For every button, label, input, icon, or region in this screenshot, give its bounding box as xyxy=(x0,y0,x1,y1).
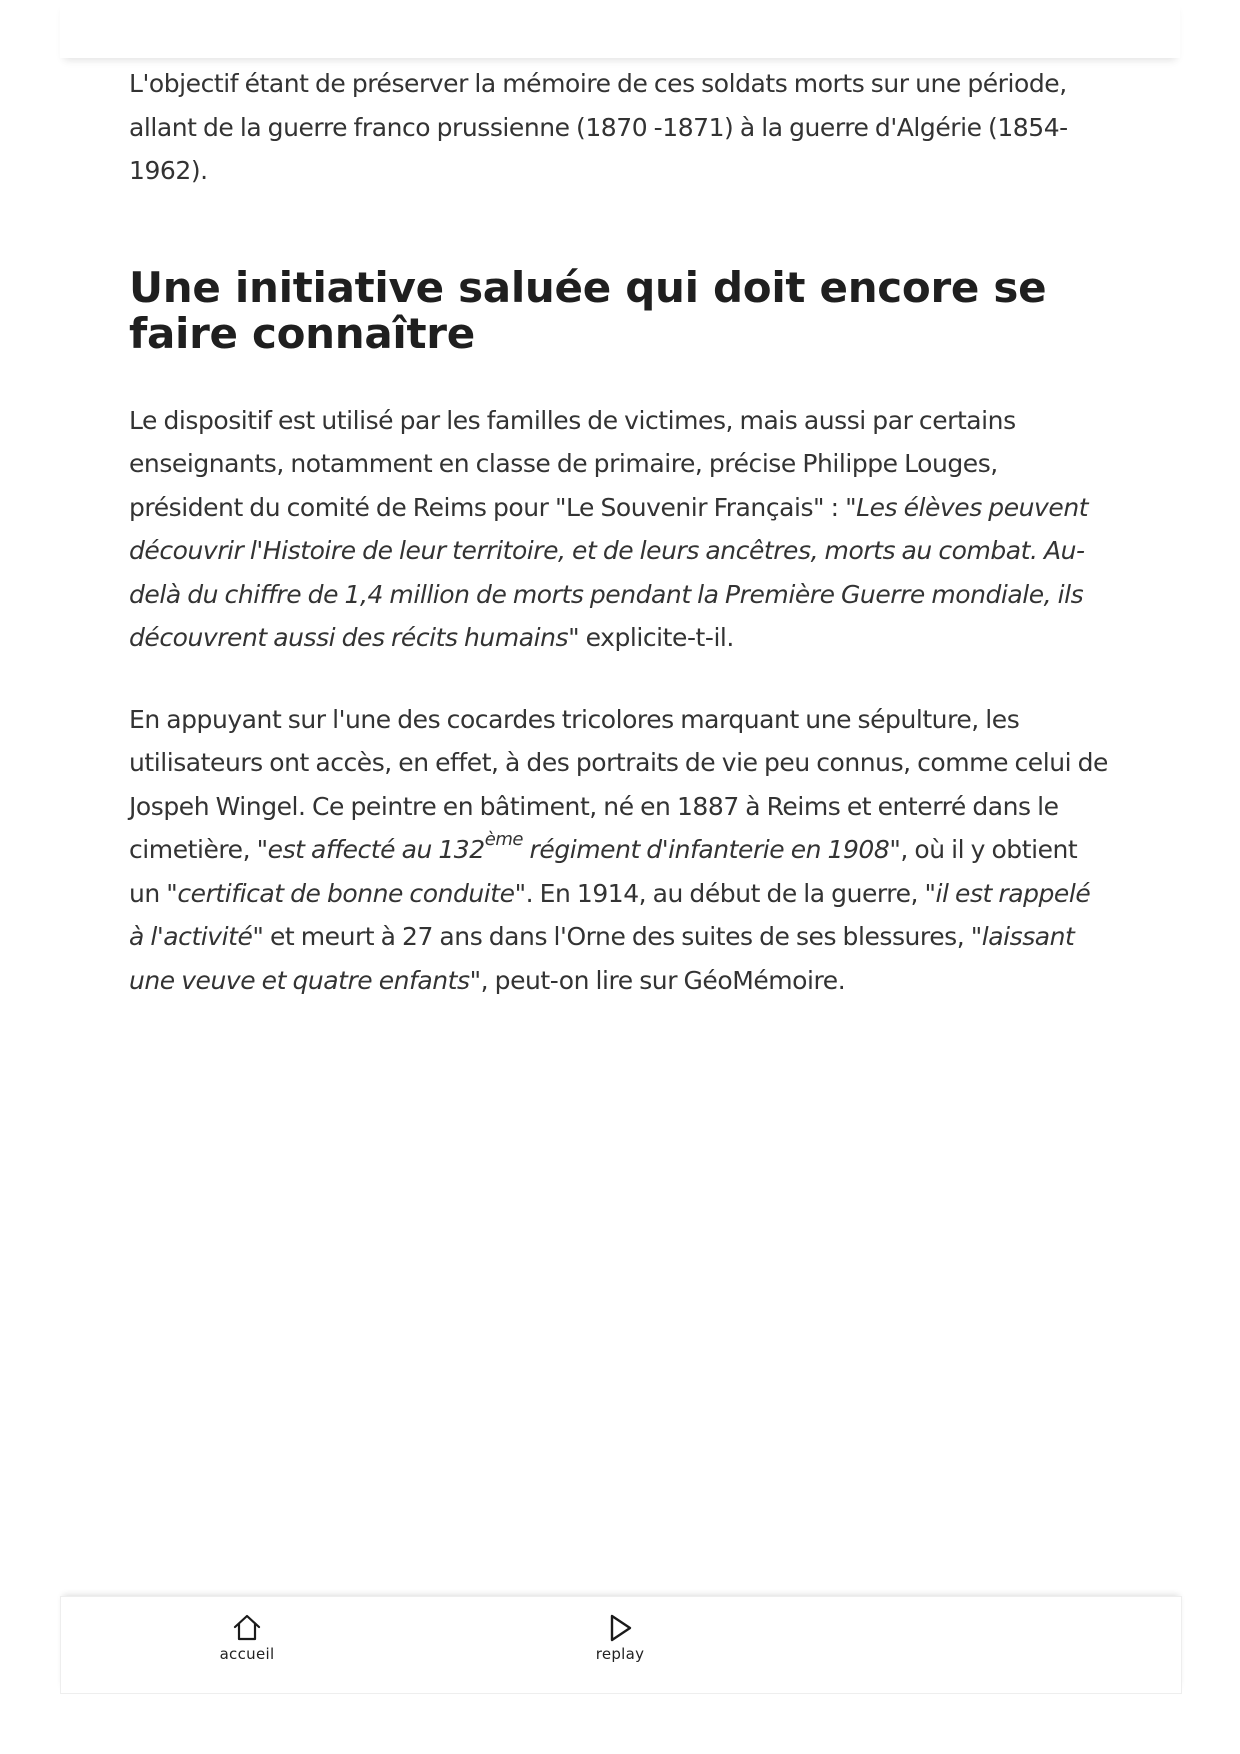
nav-replay-label: replay xyxy=(595,1645,645,1663)
quote-text-part: est affecté au 132 xyxy=(267,835,485,864)
paragraph-portrait xyxy=(129,698,1109,1003)
paragraph-teachers xyxy=(129,399,1109,660)
nav-home-button[interactable] xyxy=(187,1611,307,1663)
intro-paragraph: L'objectif étant de préserver la mémoire de ces soldats morts sur une période, allant de la guerre franco prussienne (1870 -1871) à la guerre d'Algérie (1854-1962). xyxy=(129,69,1068,185)
quote-text: laissant une veuve et quatre enfants xyxy=(129,922,1075,995)
nav-replay-button[interactable] xyxy=(560,1611,680,1663)
quote-text: il est rappelé à l'activité xyxy=(129,878,1091,951)
paragraph-text: " et meurt à 27 ans dans l'Orne des suites de ses blessures, " xyxy=(252,922,982,951)
paragraph-text: En appuyant sur l'une des cocardes tricolores marquant une sépulture, les utilisateurs ont accès, en effet, à des portraits de vie peu connus, comme celui de Jospeh Wingel. Ce peintre en bâtiment, né en 1887 à Reims et enterré dans le cimetière, " xyxy=(129,704,1108,864)
section-title: Une initiative saluée qui doit encore se faire connaître xyxy=(129,262,1047,358)
ordinal-suffix: ème xyxy=(484,828,524,850)
quote-text: Les élèves peuvent découvrir l'Histoire de leur territoire, et de leurs ancêtres, morts au combat. Au-delà du chiffre de 1,4 million de morts pendant la Première Guerre mondiale, ils découvrent aussi des récits humains xyxy=(129,492,1089,652)
article-body xyxy=(129,62,1109,1002)
paragraph-text: Le dispositif est utilisé par les familles de victimes, mais aussi par certains enseignants, notamment en classe de primaire, précise Philippe Louges, président du comité de Reims pour "Le Souvenir Français" : " xyxy=(129,405,1016,522)
quote-text: certificat de bonne conduite xyxy=(177,878,515,908)
paragraph-text: ", où il y obtient un " xyxy=(129,835,1078,908)
quote-text-part: régiment d'infanterie en 1908 xyxy=(523,835,890,864)
nav-home-label: accueil xyxy=(219,1645,275,1663)
quote-text xyxy=(267,828,890,864)
home-icon xyxy=(230,1611,264,1645)
play-icon xyxy=(603,1611,637,1645)
top-header-bar xyxy=(60,0,1180,58)
paragraph-text: ", peut-on lire sur GéoMémoire. xyxy=(469,965,846,995)
bottom-navigation xyxy=(60,1596,1182,1694)
paragraph-text: ". En 1914, au début de la guerre, " xyxy=(514,878,936,908)
paragraph-text: " explicite-t-il. xyxy=(568,623,734,652)
